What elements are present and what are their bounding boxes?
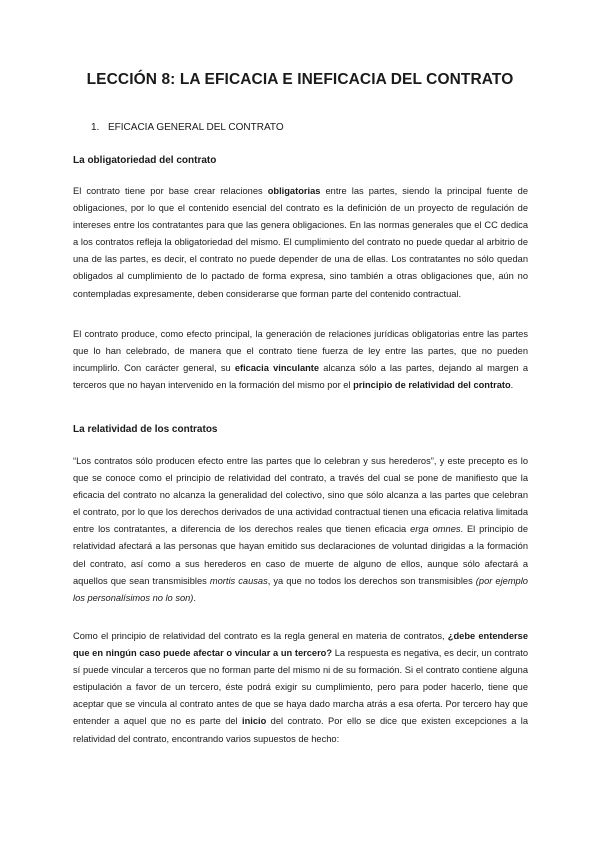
subheading-relatividad: La relatividad de los contratos (73, 424, 218, 435)
paragraph-efecto-principal: El contrato produce, como efecto principal, la generación de relaciones jurídicas obligatorias entre las partes que lo han celebrado, de manera que el contrato tiene fuerza de ley entre las partes, que no pueden incumplirlo. Con carácter general, su eficacia vinculante alcanza sólo a las partes, dejando al margen a terceros que no hayan intervenido en la formación del mismo por el principio de relatividad del contrato. (73, 329, 528, 391)
lesson-title: LECCIÓN 8: LA EFICACIA E INEFICACIA DEL CONTRATO (86, 71, 514, 88)
paragraph-relatividad: “Los contratos sólo producen efecto entre las partes que lo celebran y sus herederos”, y este precepto es lo que se conoce como el principio de relatividad del contrato, a través del cual se pone de manifiesto que la eficacia del contrato no alcanza la generalidad del colectivo, sino que sólo alcanza a las partes que celebran el contrato, por lo que los derechos derivados de una actividad contractual tienen una eficacia relativa limitada entre los contratantes, a diferencia de los derechos reales que tienen eficacia erga omnes. El principio de relatividad afectará a las personas que hayan emitido sus declaraciones de voluntad dirigidas a la formación del contrato, así como a sus herederos en caso de muerte de alguno de ellos, aunque sólo afectará a aquellos que sean transmisibles mortis causas, ya que no todos los derechos son transmisibles (por ejemplo los personalísimos no lo son). (73, 456, 528, 603)
section-heading (91, 122, 284, 133)
section-label: EFICACIA GENERAL DEL CONTRATO (108, 122, 284, 133)
paragraph-obligatoriedad: El contrato tiene por base crear relaciones obligatorias entre las partes, siendo la principal fuente de obligaciones, por lo que el contenido esencial del contrato es la definición de un proyecto de regulación de intereses entre los contratantes para que las genera obligaciones. En las normas generales que el CC dedica a los contratos refleja la obligatoriedad del mismo. El cumplimiento del contrato no puede quedar al arbitrio de una de las partes, es decir, el contrato no puede depender de una de ellas. Los contratantes no sólo quedan obligados al cumplimiento de lo pactado de forma expresa, sino también a otras obligaciones que, aún no contempladas expresamente, deben considerarse que forman parte del contenido contractual. (73, 186, 528, 299)
paragraph-terceros: Como el principio de relatividad del contrato es la regla general en materia de contratos, ¿debe entenderse que en ningún caso puede afectar o vincular a un tercero? La respuesta es negativa, es decir, un contrato sí puede vincular a terceros que no forman parte del mismo ni de su formación. Si el contrato contiene alguna estipulación a favor de un tercero, éste podrá exigir su cumplimiento, pero para poder hacerlo, tiene que aceptar que se vincula al contrato antes de que se haya dado marcha atrás a esa oferta. Por tercero hay que entender a aquel que no es parte del inicio del contrato. Por ello se dice que existen excepciones a la relatividad del contrato, encontrando varios supuestos de hecho: (73, 631, 528, 744)
section-number: 1. (91, 122, 100, 133)
subheading-obligatoriedad: La obligatoriedad del contrato (73, 155, 217, 166)
